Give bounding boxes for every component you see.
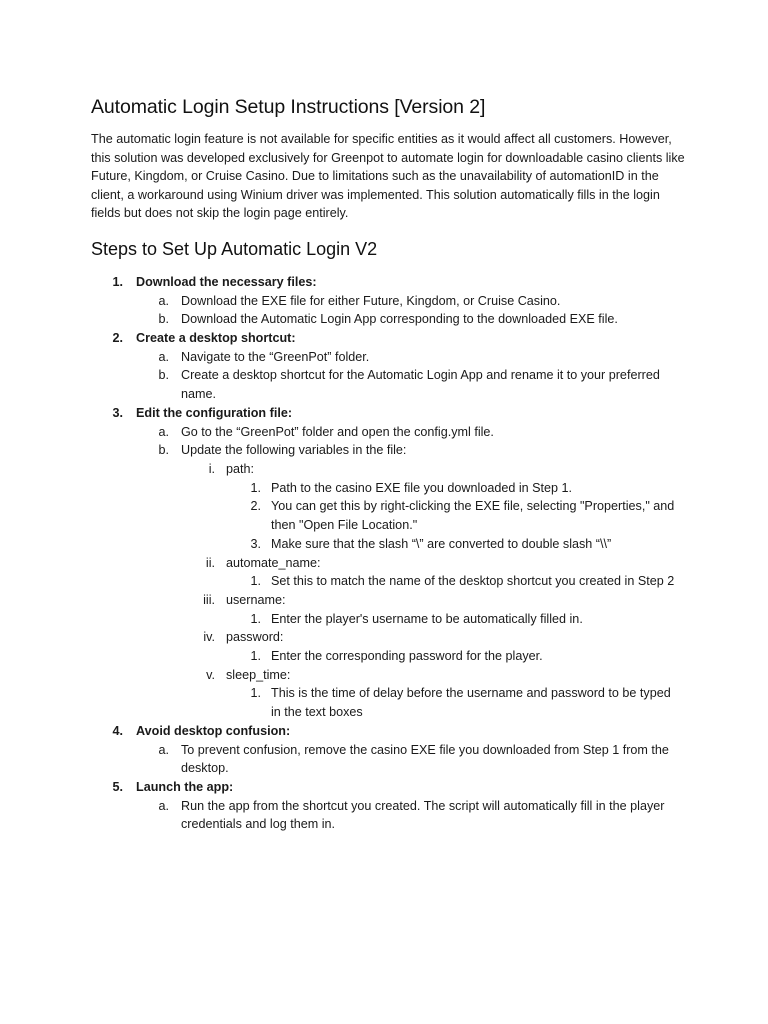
item-marker: b. xyxy=(158,368,169,383)
variable-note xyxy=(91,610,691,629)
note-marker: 1. xyxy=(250,649,261,664)
step-2 xyxy=(91,329,691,348)
step-title: Avoid desktop confusion: xyxy=(136,723,291,738)
variable-name: automate_name: xyxy=(226,555,321,570)
item-text: To prevent confusion, remove the casino EXE file you downloaded from Step 1 from the desktop. xyxy=(181,742,669,776)
note-text: Make sure that the slash “\” are converted to double slash “\\” xyxy=(271,536,612,551)
variable-automate-name xyxy=(91,554,691,573)
step-1-item-b xyxy=(91,310,691,329)
item-marker: b. xyxy=(158,443,169,458)
variable-name: username: xyxy=(226,592,286,607)
note-marker: 2. xyxy=(250,499,261,514)
variable-sleep-time xyxy=(91,666,691,685)
note-marker: 1. xyxy=(250,480,261,495)
variable-marker: iv. xyxy=(203,630,215,645)
step-3-item-b xyxy=(91,441,691,460)
item-marker: b. xyxy=(158,312,169,327)
note-text: Set this to match the name of the desktop shortcut you created in Step 2 xyxy=(271,574,675,589)
step-5 xyxy=(91,778,691,797)
variable-note xyxy=(91,684,691,721)
item-text: Download the EXE file for either Future, Kingdom, or Cruise Casino. xyxy=(181,293,561,308)
step-marker: 3. xyxy=(112,405,123,420)
variable-note xyxy=(91,497,691,534)
note-text: Enter the player's username to be automatically filled in. xyxy=(271,611,583,626)
item-marker: a. xyxy=(158,742,169,757)
item-text: Run the app from the shortcut you created. The script will automatically fill in the player credentials and log them in. xyxy=(181,798,665,832)
document-page xyxy=(91,94,691,834)
variable-marker: i. xyxy=(208,462,215,476)
step-4 xyxy=(91,722,691,741)
variable-note xyxy=(91,479,691,498)
note-marker: 1. xyxy=(250,686,261,701)
intro-paragraph: The automatic login feature is not available for specific entities as it would affect all customers. However, this solution was developed exclusively for Greenpot to automate login for downloadable casino clients like Future, Kingdom, or Cruise Casino. Due to limitations such as the unavailability of automationID in the client, a workaround using Winium driver was implemented. This solution automatically fills in the login fields but does not skip the login page entirely. xyxy=(91,132,685,221)
variable-name: sleep_time: xyxy=(226,667,291,682)
variable-name: path: xyxy=(226,462,255,476)
item-marker: a. xyxy=(158,424,169,439)
steps-heading: Steps to Set Up Automatic Login V2 xyxy=(91,238,378,259)
item-text: Go to the “GreenPot” folder and open the config.yml file. xyxy=(181,424,494,439)
document-title: Automatic Login Setup Instructions [Version 2] xyxy=(91,96,486,118)
note-text: Path to the casino EXE file you downloaded in Step 1. xyxy=(271,480,573,495)
note-marker: 1. xyxy=(250,574,261,589)
step-5-item-a xyxy=(91,797,691,834)
variable-note xyxy=(91,647,691,666)
variable-name: password: xyxy=(226,630,284,645)
step-title: Create a desktop shortcut: xyxy=(136,331,296,346)
note-text: You can get this by right-clicking the EXE file, selecting "Properties," and then "Open File Location." xyxy=(271,499,675,533)
variable-note xyxy=(91,572,691,591)
item-marker: a. xyxy=(158,349,169,364)
steps-list xyxy=(91,273,691,834)
step-1-item-a xyxy=(91,292,691,311)
step-title: Edit the configuration file: xyxy=(136,405,293,420)
item-text: Navigate to the “GreenPot” folder. xyxy=(181,349,370,364)
item-text: Create a desktop shortcut for the Automatic Login App and rename it to your preferred name. xyxy=(181,368,660,402)
variable-marker: ii. xyxy=(205,555,215,570)
step-2-item-a xyxy=(91,348,691,367)
step-4-item-a xyxy=(91,741,691,778)
step-3-item-a xyxy=(91,423,691,442)
step-marker: 2. xyxy=(112,331,123,346)
step-title: Download the necessary files: xyxy=(136,274,317,289)
note-text: This is the time of delay before the username and password to be typed in the text boxes xyxy=(271,686,671,720)
variable-username xyxy=(91,591,691,610)
item-marker: a. xyxy=(158,798,169,813)
note-marker: 3. xyxy=(250,536,261,551)
variable-marker: iii. xyxy=(203,592,215,607)
item-marker: a. xyxy=(158,293,169,308)
note-text: Enter the corresponding password for the player. xyxy=(271,649,543,664)
step-title: Launch the app: xyxy=(136,779,234,794)
step-marker: 5. xyxy=(112,779,123,794)
step-3 xyxy=(91,404,691,423)
note-marker: 1. xyxy=(250,611,261,626)
item-text: Download the Automatic Login App corresponding to the downloaded EXE file. xyxy=(181,312,618,327)
variable-password xyxy=(91,628,691,647)
step-marker: 1. xyxy=(112,274,123,289)
step-marker: 4. xyxy=(112,723,123,738)
variable-path xyxy=(91,460,691,479)
item-text: Update the following variables in the file: xyxy=(181,443,407,458)
step-2-item-b xyxy=(91,366,691,403)
variable-note xyxy=(91,535,691,554)
step-1 xyxy=(91,273,691,292)
variable-marker: v. xyxy=(206,667,215,682)
